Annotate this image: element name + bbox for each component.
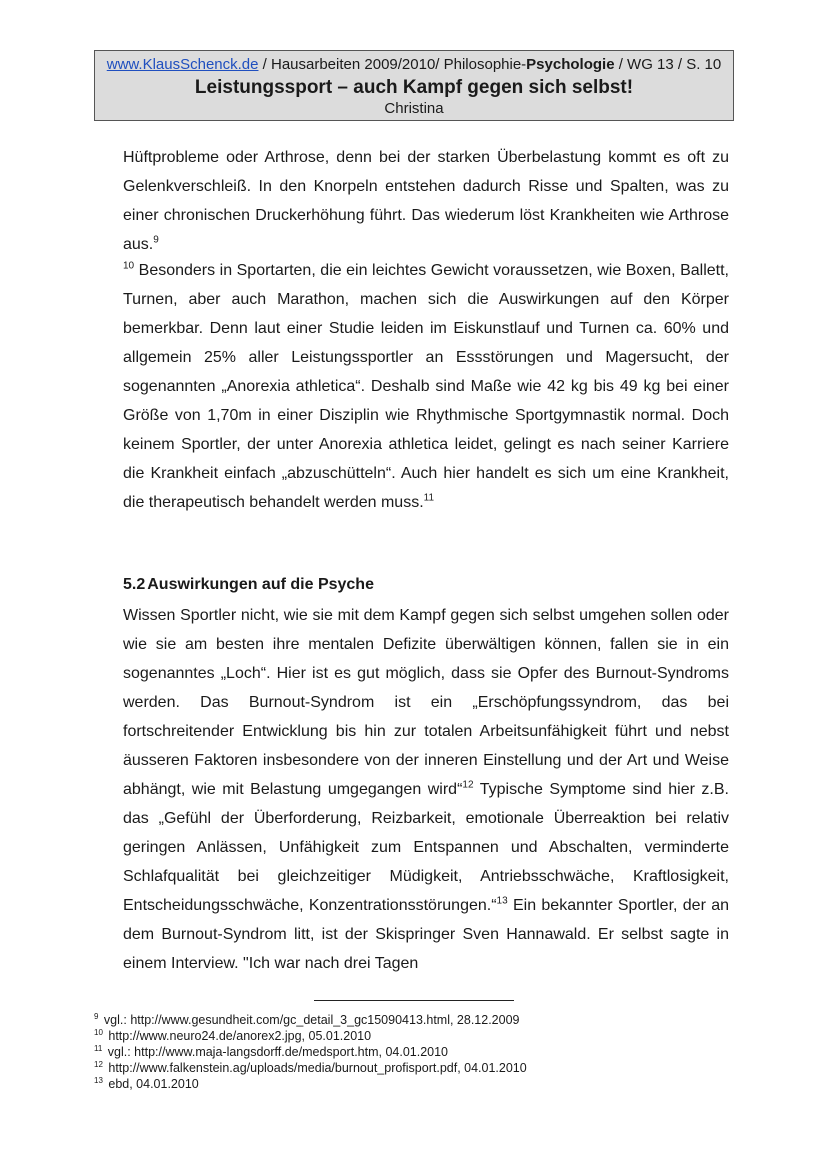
footnote-number: 12 bbox=[94, 1059, 103, 1069]
footnote-text: vgl.: http://www.maja-langsdorff.de/medsport.htm, 04.01.2010 bbox=[104, 1045, 449, 1059]
site-link[interactable]: www.KlausSchenck.de bbox=[106, 56, 259, 73]
footnote-text: http://www.neuro24.de/anorex2.jpg, 05.01.2010 bbox=[104, 1029, 372, 1043]
footnotes bbox=[94, 1012, 734, 1092]
header-path-prefix: / Hausarbeiten 2009/2010/ Philosophie- bbox=[258, 56, 527, 73]
footnote bbox=[94, 1028, 734, 1044]
section-title: Auswirkungen auf die Psyche bbox=[147, 576, 374, 593]
paragraph-2-text: Besonders in Sportarten, die ein leichtes Gewicht voraussetzen, wie Boxen, Ballett, Turnen, aber auch Marathon, machen sich die Auswirkungen auf den Körper bemerkbar. Denn laut einer Studie leiden im Eiskunstlauf und Turnen ca. 60% und allgemein 25% aller Leistungssportler an Essstörungen und Magersucht, der sogenannten „Anorexia athletica“. Deshalb sind Maße wie 42 kg bis 49 kg bei einer Größe von 1,70m in einer Disziplin wie Rhythmische Sportgymnastik normal. Doch keinem Sportler, der unter Anorexia athletica leidet, gelingt es nach seiner Karriere die Krankheit einfach „abzuschütteln“. Auch hier handelt es sich um eine Krankheit, die therapeutisch behandelt werden muss. bbox=[123, 262, 729, 511]
footnote-number: 13 bbox=[94, 1075, 103, 1085]
section-heading bbox=[123, 574, 374, 596]
paragraph-3-text-c: Ein bekannter Sportler, der an dem Burnout-Syndrom litt, ist der Skispringer Sven Hannawald. Er selbst sagte in einem Interview. "Ich war nach drei Tagen bbox=[123, 897, 730, 972]
footnote-number: 10 bbox=[94, 1027, 103, 1037]
author-name: Christina bbox=[384, 100, 444, 117]
footnote-number: 11 bbox=[94, 1043, 103, 1053]
document-title: Leistungssport – auch Kampf gegen sich selbst! bbox=[194, 77, 634, 98]
footnote-divider bbox=[314, 1000, 514, 1001]
footnote-number: 9 bbox=[94, 1011, 99, 1021]
header-path bbox=[95, 55, 733, 74]
footnote-ref-10: 10 bbox=[123, 260, 135, 272]
page-header bbox=[94, 50, 734, 121]
footnote bbox=[94, 1060, 734, 1076]
section-number: 5.2 bbox=[123, 576, 146, 593]
footnote-text: http://www.falkenstein.ag/uploads/media/burnout_profisport.pdf, 04.01.2010 bbox=[104, 1061, 527, 1075]
footnote-text: vgl.: http://www.gesundheit.com/gc_detail_3_gc15090413.html, 28.12.2009 bbox=[100, 1013, 520, 1027]
paragraph-2 bbox=[123, 256, 729, 517]
footnote bbox=[94, 1044, 734, 1060]
footnote-ref-9: 9 bbox=[153, 234, 159, 246]
paragraph-1 bbox=[123, 143, 729, 259]
footnote bbox=[94, 1012, 734, 1028]
footnote-ref-13: 13 bbox=[496, 895, 508, 907]
paragraph-3-text-b: Typische Symptome sind hier z.B. das „Gefühl der Überforderung, Reizbarkeit, emotionale Überreaktion bei relativ geringen Anlässen, Unfähigkeit zum Entspannen und Abschalten, verminderte Schlafqualität bei gleichzeitiger Müdigkeit, Antriebsschwäche, Kraftlosigkeit, Entscheidungsschwäche, Konzentrationsstörungen.“ bbox=[123, 781, 729, 914]
footnote-text: ebd, 04.01.2010 bbox=[104, 1077, 199, 1091]
paragraph-3 bbox=[123, 601, 729, 978]
paragraph-3-text-a: Wissen Sportler nicht, wie sie mit dem Kampf gegen sich selbst umgehen sollen oder wie sie am besten ihre mentalen Defizite überwältigen können, fallen sie in ein sogenanntes „Loch“. Hier ist es gut möglich, dass sie Opfer des Burnout-Syndroms werden. Das Burnout-Syndrom ist ein „Erschöpfungssyndrom, das bei fortschreitender Entwicklung bis hin zur totalen Arbeitsunfähigkeit führt und nebst äusseren Faktoren insbesondere von der inneren Einstellung und der Art und Weise abhängt, wie mit Belastung umgegangen wird“ bbox=[123, 607, 729, 798]
header-path-suffix: / WG 13 / S. 10 bbox=[614, 56, 722, 73]
footnote bbox=[94, 1076, 734, 1092]
footnote-ref-11: 11 bbox=[423, 492, 435, 504]
paragraph-1-text: Hüftprobleme oder Arthrose, denn bei der starken Überbelastung kommt es oft zu Gelenkverschleiß. In den Knorpeln entstehen dadurch Risse und Spalten, was zu einer chronischen Druckerhöhung führt. Das wiederum löst Krankheiten wie Arthrose aus. bbox=[123, 149, 729, 253]
header-path-bold: Psychologie bbox=[526, 56, 615, 73]
footnote-ref-12: 12 bbox=[462, 779, 474, 791]
